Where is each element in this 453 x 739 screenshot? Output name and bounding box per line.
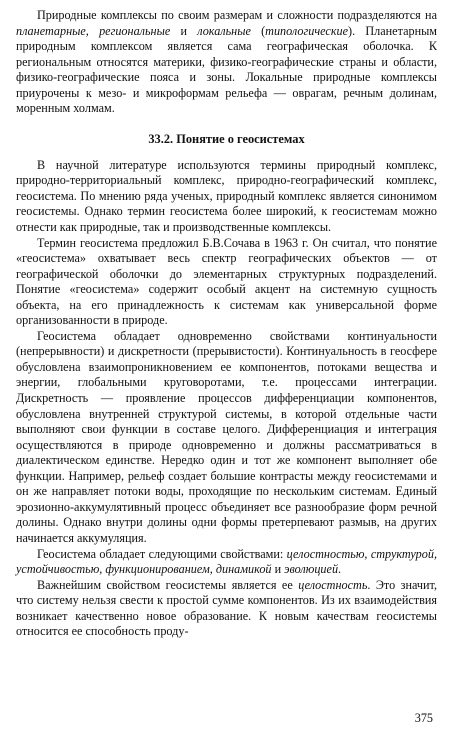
p4-emph-1: целостностью, структурой, устойчивостью, функционированием, динамикой [16,546,437,577]
p4-text-1: Геосистема обладает следующими свойствами: [37,546,287,561]
page-number: 375 [414,711,433,725]
intro-emph-1: планетарные, региональные [16,23,171,38]
intro-emph-3: типологические [265,23,349,38]
paragraph-2: Термин геосистема предложил Б.В.Сочава в 1963 г. Он считал, что понятие «геосистема» охватывает весь спектр географических объектов — от географической оболочки до элементарных структурных подразделений. Понятие «геосистема» содержит особый акцент на системную сущность объекта, на его принадлежность к системам как универсальной форме организованности в природе. [16,235,437,328]
intro-text-2: и [170,23,198,38]
p4-emph-2: эволюцией [284,562,339,577]
paragraph-4 [16,547,437,578]
paragraph-3: Геосистема обладает одновременно свойствами континуальности (непрерывности) и дискретности (прерывистости). Континуальность в геосфере обусловлена взаимопроникновением ее компонентов, потоками вещества и энергии, глобальными круговоротами, т.е. процессами интеграции. Дискретность — проявление процессов дифференциации компонентов, обусловлена внутренней структурой системы, в которой отдельные части выполняют свои функции в составе целого. Дифференциация и интеграция осуществляются в природе одновременно и должны рассматриваться в диалектическом единстве. Нередко один и тот же компонент выполняет обе функции. Например, рельеф создает большие контрасты между геосистемами и он же направляет потоки воды, проходящие по нескольким системам. Единый эрозионно-аккумулятивный процесс объединяет все разнообразие форм речной долины. Однако внутри долины одни формы претерпевают размыв, на других начинается аккумуляция. [16,328,437,545]
paragraph-5 [16,578,437,640]
p5-text-2: . Это значит, что систему нельзя свести к простой сумме компонентов. Из их взаимодействия возникает качественно новое образование. К новым качествам геосистемы относится ее способность проду- [16,577,437,639]
paragraph-1: В научной литературе используются термины природный комплекс, природно-территориальный комплекс, природно-географический комплекс, геосистема. По мнению ряда ученых, природный комплекс является синонимом геосистемы. Однако термин геосистема более широкий, к геосистемам можно отнести как природные, так и производственные комплексы. [16,157,437,235]
p5-text-1: Важнейшим свойством геосистемы является ее [37,577,299,592]
intro-paragraph [16,8,437,117]
p4-text-3: . [338,562,342,577]
p4-text-2: и [271,562,285,577]
section-title: 33.2. Понятие о геосистемах [148,131,305,146]
p5-emph-1: целостность [298,577,368,592]
intro-text-3: ( [250,23,266,38]
intro-text-4: ). Планетарным природным комплексом является сама географическая оболочка. К региональным относятся материки, физико-географические страны и области, физико-географические пояса и зоны. Локальные природные комплексы приурочены к мезо- и микроформам рельефа — оврагам, речным долинам, моренным холмам. [16,23,437,116]
intro-text-1: Природные комплексы по своим размерам и сложности подразделяются на [37,8,437,22]
intro-emph-2: локальные [197,23,251,38]
